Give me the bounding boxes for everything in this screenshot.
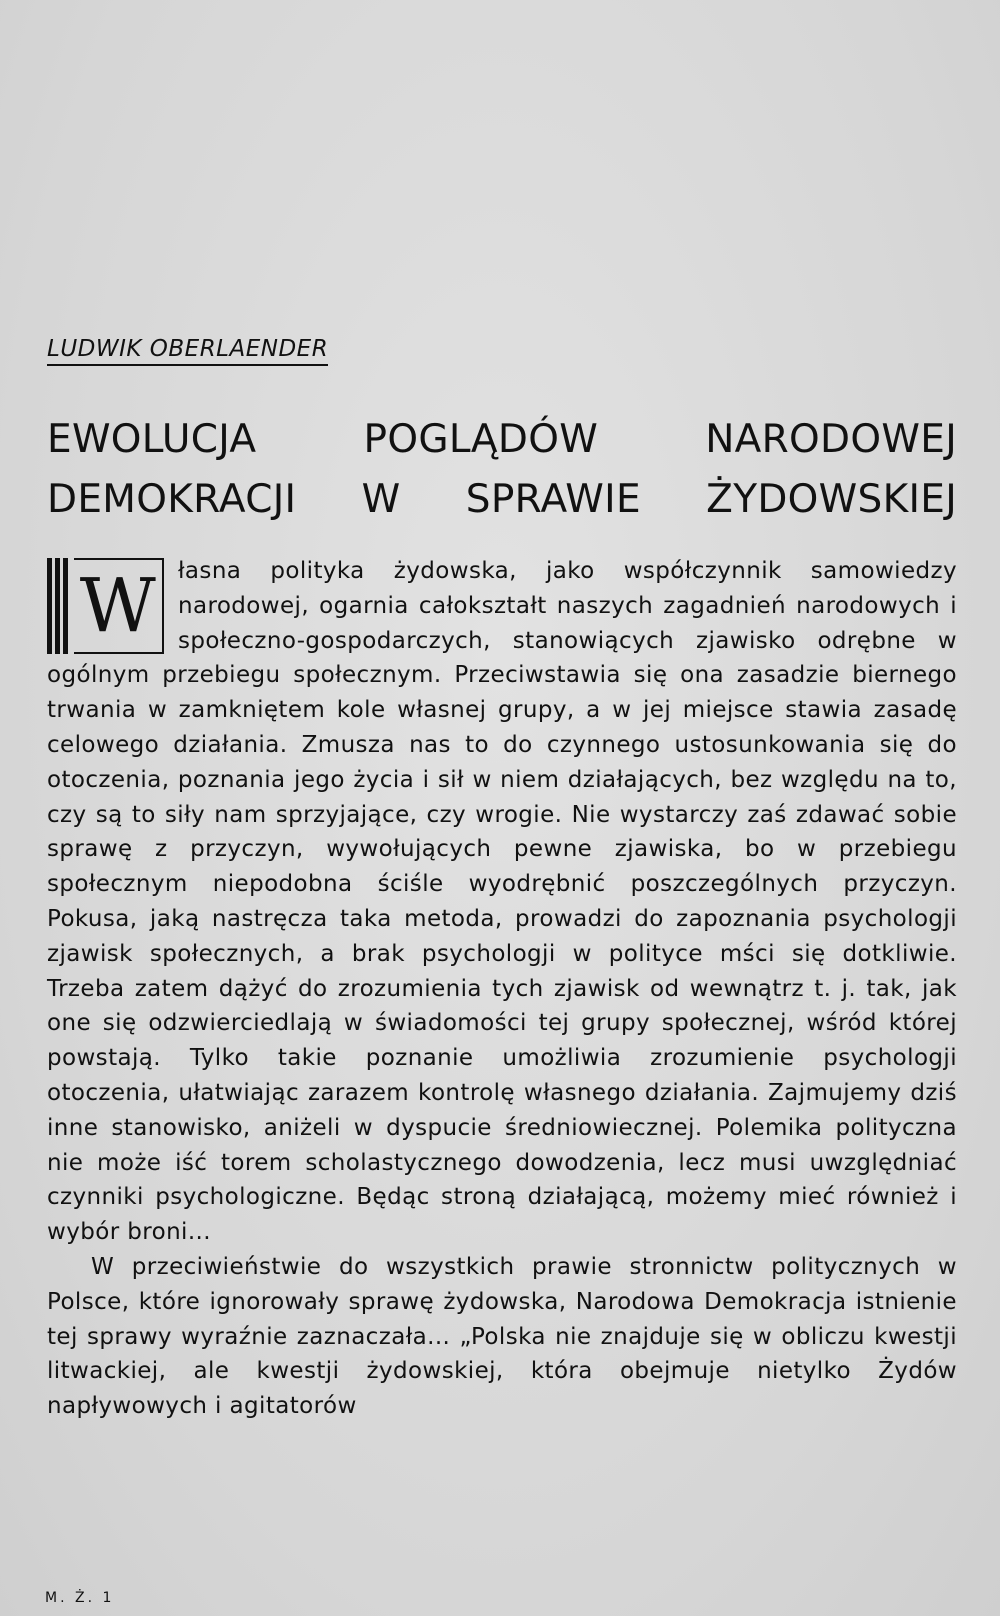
- paragraph-1: [47, 554, 957, 1250]
- page-signature: M. Ż. 1: [45, 1590, 115, 1606]
- title-line-2: DEMOKRACJI W SPRAWIE ŻYDOWSKIEJ: [47, 477, 957, 522]
- dropcap-letter: W: [74, 558, 164, 654]
- paragraph-2: W przeciwieństwie do wszystkich prawie stronnictw politycznych w Polsce, które ignorowały sprawę żydowska, Narodowa Demokracja istnienie tej sprawy wyraźnie zaznaczała... „Polska nie znajduje się w obliczu kwestji litwackiej, ale kwestji żydowskiej, która obejmuje nietylko Żydów napływowych i agitatorów: [47, 1253, 957, 1420]
- author-name: LUDWIK OBERLAENDER: [47, 336, 328, 366]
- article-title: [47, 410, 957, 530]
- article-body: [47, 554, 957, 1424]
- title-line-1: EWOLUCJA POGLĄDÓW NARODOWEJ: [47, 417, 957, 462]
- paragraph-1-text: łasna polityka żydowska, jako współczynnik samowiedzy narodowej, ogarnia całokształt naszych zagadnień narodowych i społeczno-gospodarczych, stanowiących zjawisko odrębne w ogólnym przebiegu społecznym. Przeciwstawia się ona zasadzie biernego trwania w zamkniętem kole własnej grupy, a w jej miejsce stawia zasadę celowego działania. Zmusza nas to do czynnego ustosunkowania się do otoczenia, poznania jego życia i sił w niem działających, bez względu na to, czy są to siły nam sprzyjające, czy wrogie. Nie wystarczy zaś zdawać sobie sprawę z przyczyn, wywołujących pewne zjawiska, bo w przebiegu społecznym niepodobna ściśle wyodrębnić poszczególnych przyczyn. Pokusa, jaką nastręcza taka metoda, prowadzi do zapoznania psychologji zjawisk społecznych, a brak psychologji w polityce mści się dotkliwie. Trzeba zatem dążyć do zrozumienia tych zjawisk od wewnątrz t. j. tak, jak one się odzwierciedlają w świadomości tej grupy społecznej, wśród której powstają. Tylko takie poznanie umożliwia zrozumienie psychologji otoczenia, ułatwiając zarazem kontrolę własnego działania. Zajmujemy dziś inne stanowisko, aniżeli w dyspucie średniowiecznej. Polemika polityczna nie może iść torem scholastycznego dowodzenia, lecz musi uwzględniać czynniki psychologiczne. Będąc stroną działającą, możemy mieć również i wybór broni...: [47, 558, 957, 1246]
- dropcap: [47, 558, 164, 654]
- dropcap-ornament: [47, 558, 68, 654]
